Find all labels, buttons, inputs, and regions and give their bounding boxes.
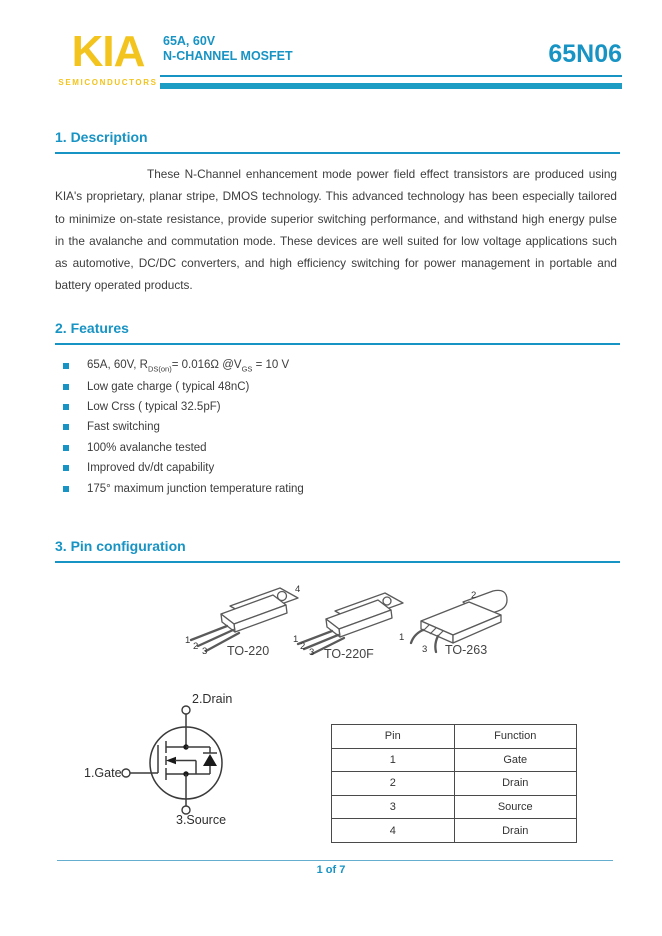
header-subtitle-line2: N-CHANNEL MOSFET bbox=[163, 49, 293, 63]
package-drawing-to263 bbox=[397, 585, 509, 660]
table-cell: Drain bbox=[454, 819, 577, 843]
bullet-square-icon bbox=[63, 404, 69, 410]
to263-illustration bbox=[397, 585, 509, 660]
features-list bbox=[55, 356, 615, 499]
footer-rule bbox=[57, 860, 613, 861]
description-paragraph: These N-Channel enhancement mode power field effect transistors are produced using KIA's proprietary, planar stripe, DMOS technology. This advanced technology has been especially tailored to minimize on-state resistance, provide superior switching performance, and withstand high energy pulse in the avalanche and commutation mode. These devices are well suited for low voltage applications such as automotive, DC/DC converters, and high efficiency switching for power management in portable and battery operated products. bbox=[55, 167, 617, 293]
pin-number: 4 bbox=[295, 584, 301, 595]
pin-number: 3 bbox=[422, 644, 428, 655]
drain-label: 2.Drain bbox=[192, 693, 233, 706]
to220f-illustration bbox=[293, 585, 413, 663]
table-cell: Source bbox=[454, 795, 577, 819]
bullet-square-icon bbox=[63, 424, 69, 430]
logo-subtext: SEMICONDUCTORS bbox=[58, 78, 158, 87]
feature-text: Low Crss ( typical 32.5pF) bbox=[87, 400, 221, 413]
feature-text: 65A, 60V, $R_{DS(on)}= 0.016\Omega$ $@V_{GS} = 10$ V bbox=[87, 359, 290, 374]
pin-number: 1 bbox=[185, 635, 191, 646]
section-title-pin-configuration: 3. Pin configuration bbox=[55, 538, 620, 563]
feature-item bbox=[55, 478, 615, 498]
package-drawing-to220 bbox=[183, 582, 308, 660]
feature-text: 175° maximum junction temperature rating bbox=[87, 482, 304, 495]
to220-illustration bbox=[183, 582, 308, 660]
section-title-description: 1. Description bbox=[55, 129, 620, 154]
column-header-pin: Pin bbox=[332, 725, 455, 749]
package-drawing-to220f bbox=[293, 585, 413, 663]
table-row bbox=[332, 795, 577, 819]
mounting-hole-icon bbox=[383, 597, 391, 605]
table-header-row bbox=[332, 725, 577, 749]
table-cell: Gate bbox=[454, 748, 577, 772]
table-cell: 3 bbox=[332, 795, 455, 819]
table-cell: 2 bbox=[332, 772, 455, 796]
kia-logo bbox=[58, 28, 158, 87]
bullet-square-icon bbox=[63, 363, 69, 369]
bullet-square-icon bbox=[63, 465, 69, 471]
header-rule-thin bbox=[160, 75, 622, 77]
package-name: TO-220 bbox=[227, 644, 270, 658]
feature-item bbox=[55, 417, 615, 437]
part-number: 65N06 bbox=[548, 40, 622, 68]
feature-item bbox=[55, 458, 615, 478]
table-row bbox=[332, 748, 577, 772]
gate-terminal-icon bbox=[122, 769, 130, 777]
pin-number: 3 bbox=[309, 647, 315, 658]
drain-terminal-icon bbox=[182, 706, 190, 714]
section-title-features: 2. Features bbox=[55, 320, 620, 345]
feature-text: 100% avalanche tested bbox=[87, 441, 207, 454]
mosfet-symbol-icon bbox=[70, 693, 310, 833]
pin-number: 2 bbox=[193, 641, 199, 652]
column-header-function: Function bbox=[454, 725, 577, 749]
bullet-square-icon bbox=[63, 445, 69, 451]
logo-text: KIA bbox=[71, 27, 145, 76]
feature-item bbox=[55, 376, 615, 396]
source-label: 3.Source bbox=[176, 813, 227, 827]
bullet-square-icon bbox=[63, 384, 69, 390]
header-subtitle-line1: 65A, 60V bbox=[163, 34, 216, 48]
feature-text: Improved dv/dt capability bbox=[87, 462, 215, 475]
pin-number: 1 bbox=[399, 632, 405, 643]
pin-number: 2 bbox=[471, 590, 477, 601]
mosfet-symbol-diagram bbox=[70, 693, 310, 838]
header-rule-thick bbox=[160, 83, 622, 89]
bullet-square-icon bbox=[63, 486, 69, 492]
table-cell: Drain bbox=[454, 772, 577, 796]
feature-item bbox=[55, 438, 615, 458]
pin-number: 1 bbox=[293, 634, 299, 645]
package-name: TO-263 bbox=[445, 643, 488, 657]
table-row bbox=[332, 772, 577, 796]
pin-table-body bbox=[332, 748, 577, 842]
header-subtitle bbox=[163, 34, 293, 64]
feature-item bbox=[55, 356, 615, 376]
table-cell: 4 bbox=[332, 819, 455, 843]
pin-number: 2 bbox=[300, 641, 306, 652]
package-name: TO-220F bbox=[324, 647, 374, 661]
gate-label: 1.Gate bbox=[84, 766, 122, 780]
table-row bbox=[332, 819, 577, 843]
feature-text: Fast switching bbox=[87, 421, 160, 434]
table-cell: 1 bbox=[332, 748, 455, 772]
pin-number: 3 bbox=[202, 646, 208, 657]
pin-function-table bbox=[331, 724, 577, 843]
page-number: 1 of 7 bbox=[316, 864, 346, 876]
feature-item bbox=[55, 397, 615, 417]
feature-text: Low gate charge ( typical 48nC) bbox=[87, 380, 250, 393]
